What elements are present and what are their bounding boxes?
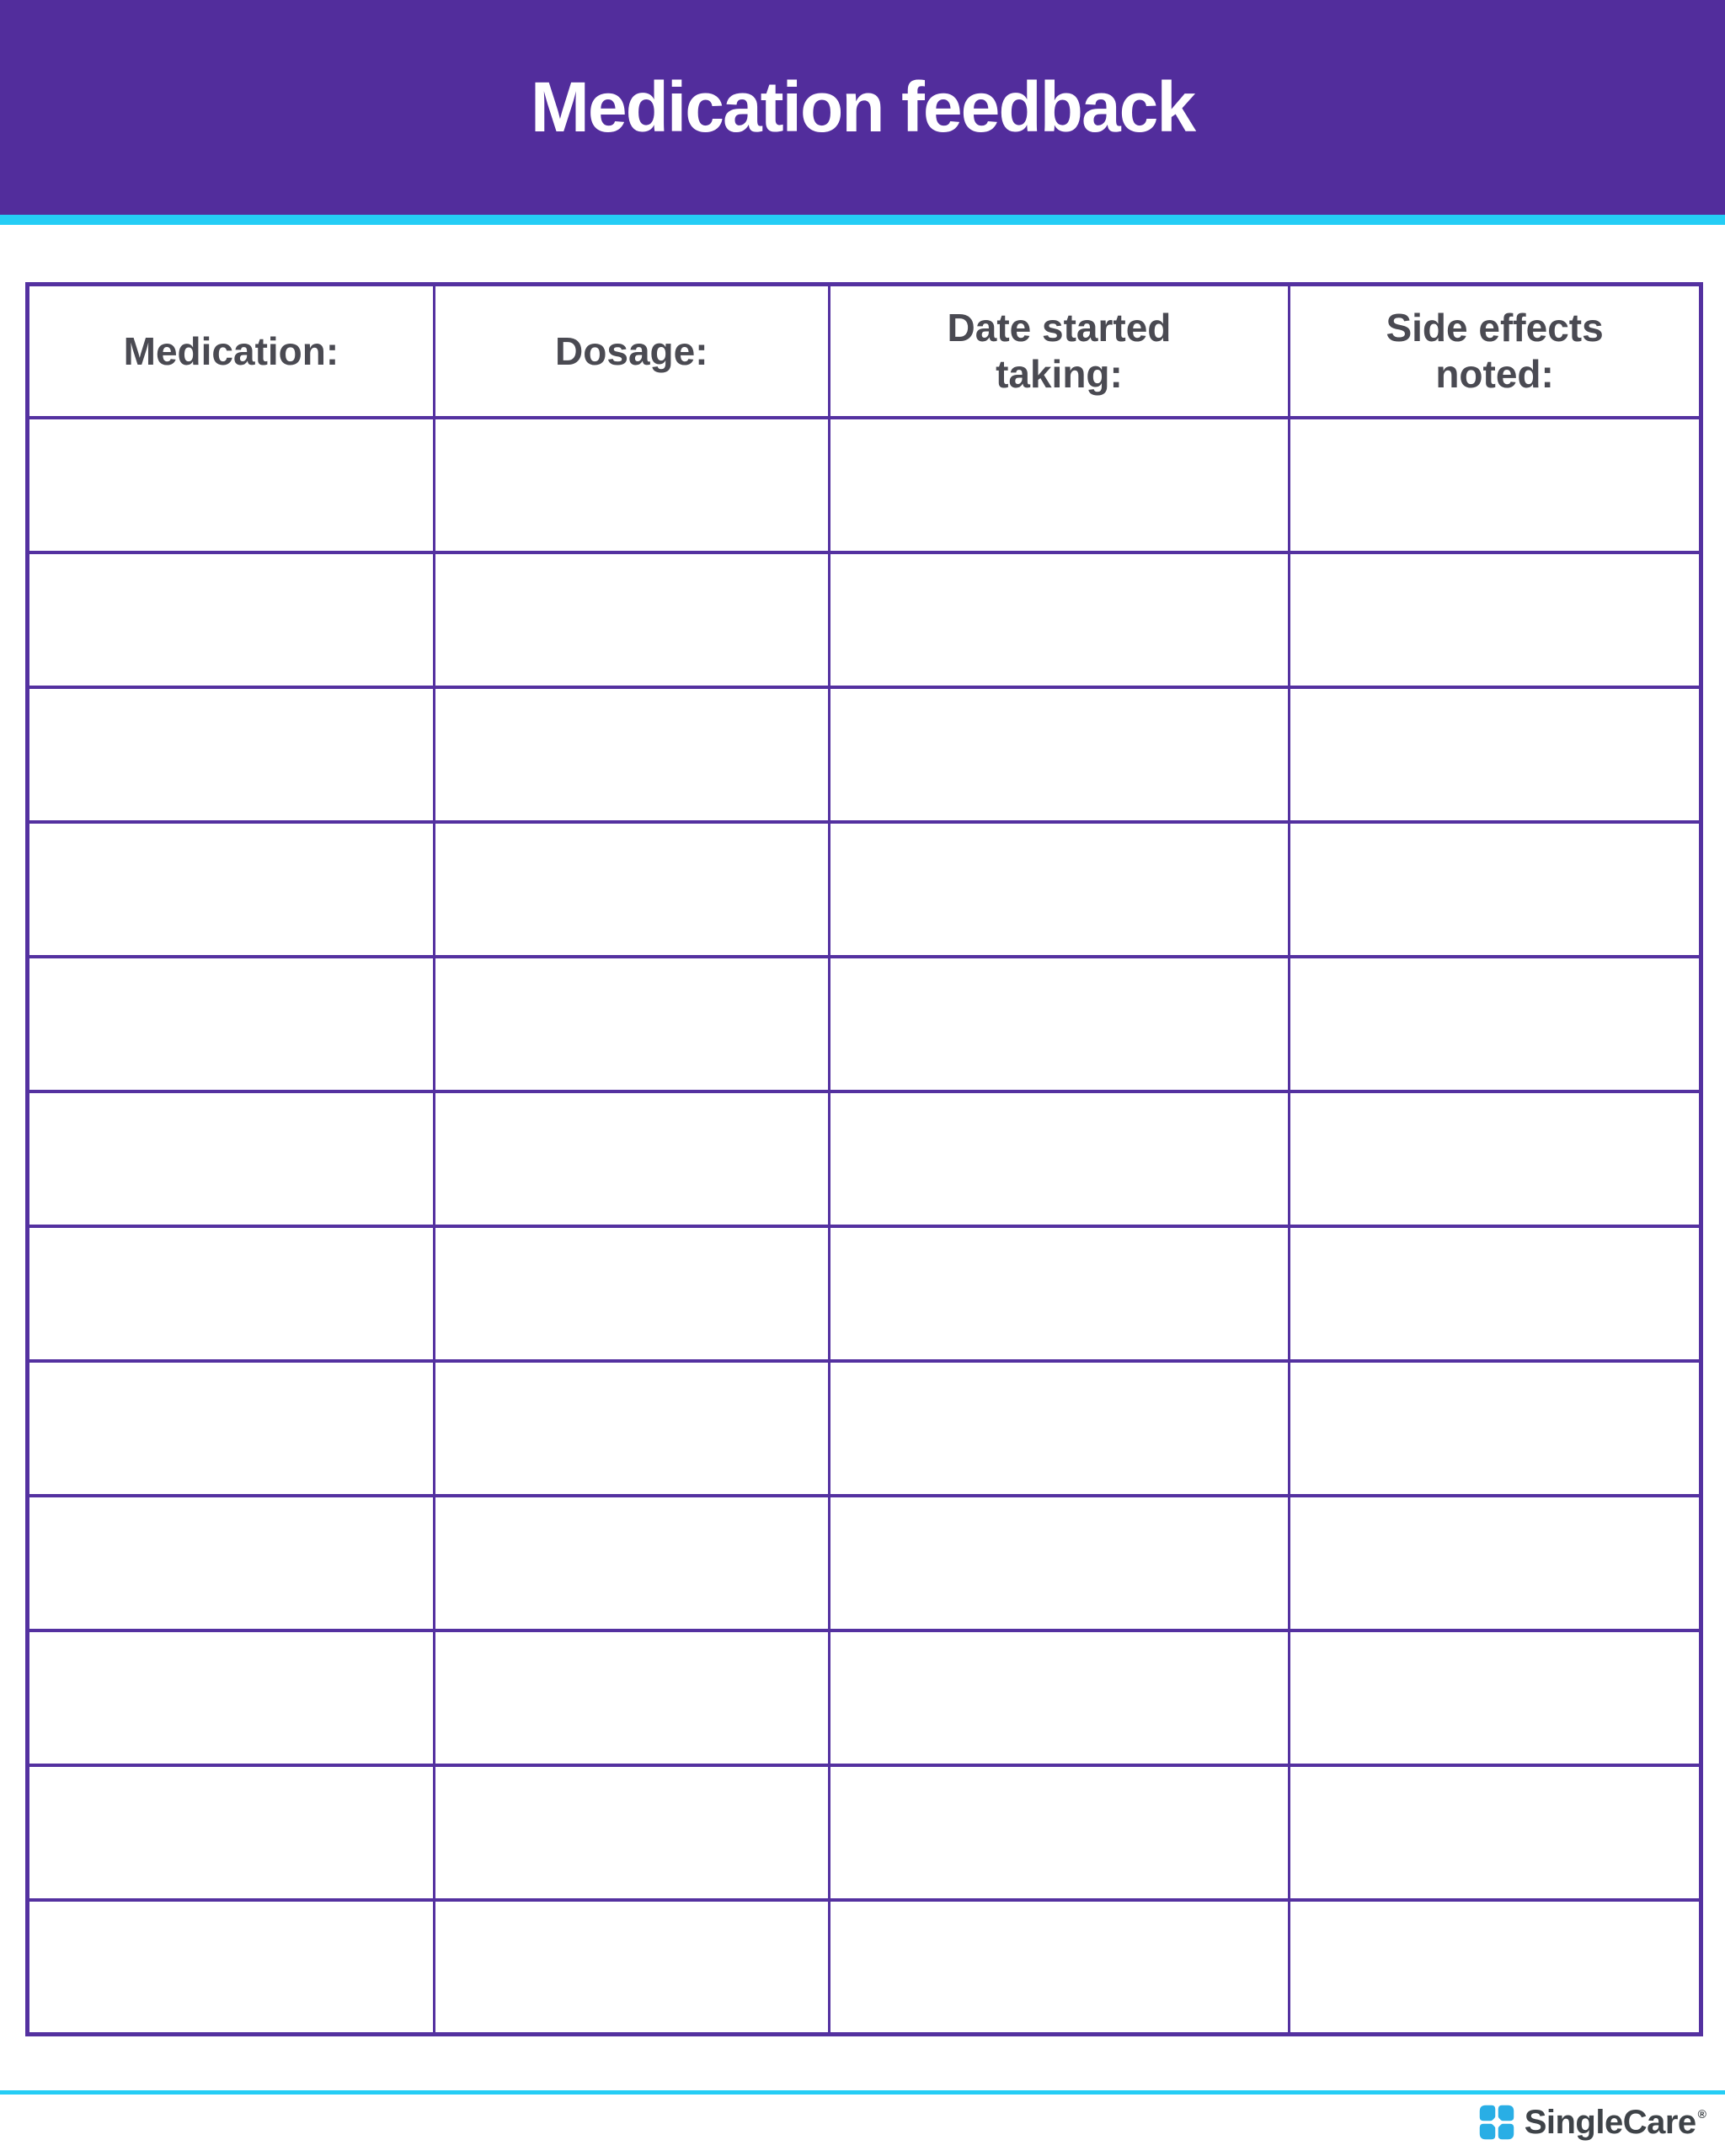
table-row	[28, 1630, 1701, 1765]
table-cell-empty[interactable]	[829, 1630, 1289, 1765]
table-cell-empty[interactable]	[829, 1091, 1289, 1226]
table-cell-empty[interactable]	[829, 1765, 1289, 1900]
table-cell-empty[interactable]	[28, 1900, 435, 2035]
table-cell-empty[interactable]	[28, 418, 435, 552]
table-cell-empty[interactable]	[28, 1226, 435, 1361]
table-row	[28, 1226, 1701, 1361]
table-cell-empty[interactable]	[28, 1630, 435, 1765]
table-row	[28, 552, 1701, 687]
table-cell-empty[interactable]	[829, 957, 1289, 1091]
table-cell-empty[interactable]	[434, 687, 829, 822]
brand-name: SingleCare	[1524, 2104, 1696, 2141]
table-cell-empty[interactable]	[28, 552, 435, 687]
table-cell-empty[interactable]	[434, 1091, 829, 1226]
table-cell-empty[interactable]	[1290, 1226, 1701, 1361]
column-header-dosage: Dosage:	[434, 285, 829, 418]
table-row	[28, 1091, 1701, 1226]
table-cell-empty[interactable]	[1290, 1900, 1701, 2035]
table-cell-empty[interactable]	[434, 1226, 829, 1361]
table-cell-empty[interactable]	[28, 1496, 435, 1630]
registered-trademark-symbol: ®	[1697, 2107, 1706, 2121]
table-cell-empty[interactable]	[28, 1765, 435, 1900]
table-header	[28, 285, 1701, 418]
table-row	[28, 1765, 1701, 1900]
column-header-date-started-taking: Date started taking:	[829, 285, 1289, 418]
header-banner	[0, 0, 1725, 215]
table-cell-empty[interactable]	[28, 687, 435, 822]
table-cell-empty[interactable]	[434, 957, 829, 1091]
table-cell-empty[interactable]	[28, 822, 435, 957]
table-cell-empty[interactable]	[28, 957, 435, 1091]
table-cell-empty[interactable]	[434, 822, 829, 957]
table-cell-empty[interactable]	[1290, 957, 1701, 1091]
table-cell-empty[interactable]	[829, 1226, 1289, 1361]
table-header-row	[28, 285, 1701, 418]
table-cell-empty[interactable]	[1290, 1496, 1701, 1630]
table-cell-empty[interactable]	[28, 1361, 435, 1496]
table-cell-empty[interactable]	[1290, 1361, 1701, 1496]
table-body	[28, 418, 1701, 2035]
table-cell-empty[interactable]	[829, 822, 1289, 957]
table-row	[28, 957, 1701, 1091]
page-title: Medication feedback	[530, 67, 1195, 147]
table-cell-empty[interactable]	[434, 1361, 829, 1496]
singlecare-clover-icon	[1478, 2104, 1515, 2141]
table-cell-empty[interactable]	[434, 1765, 829, 1900]
table-cell-empty[interactable]	[28, 1091, 435, 1226]
table-row	[28, 822, 1701, 957]
table-row	[28, 1900, 1701, 2035]
header-accent-stripe	[0, 215, 1725, 225]
table-row	[28, 1496, 1701, 1630]
table-cell-empty[interactable]	[829, 687, 1289, 822]
table-cell-empty[interactable]	[829, 1361, 1289, 1496]
table-cell-empty[interactable]	[1290, 1091, 1701, 1226]
table-cell-empty[interactable]	[1290, 552, 1701, 687]
table-cell-empty[interactable]	[434, 1496, 829, 1630]
table-row	[28, 687, 1701, 822]
table-cell-empty[interactable]	[829, 1496, 1289, 1630]
column-header-side-effects-noted: Side effects noted:	[1290, 285, 1701, 418]
table-cell-empty[interactable]	[829, 552, 1289, 687]
medication-table	[25, 282, 1703, 2036]
footer-divider	[0, 2090, 1725, 2095]
singlecare-logo	[1478, 2104, 1706, 2141]
table-cell-empty[interactable]	[829, 418, 1289, 552]
table-row	[28, 418, 1701, 552]
table-cell-empty[interactable]	[1290, 822, 1701, 957]
table-cell-empty[interactable]	[434, 1630, 829, 1765]
table-row	[28, 1361, 1701, 1496]
table-cell-empty[interactable]	[1290, 418, 1701, 552]
column-header-medication: Medication:	[28, 285, 435, 418]
table-cell-empty[interactable]	[434, 418, 829, 552]
table-cell-empty[interactable]	[434, 552, 829, 687]
table-cell-empty[interactable]	[1290, 1630, 1701, 1765]
table-cell-empty[interactable]	[1290, 687, 1701, 822]
table-cell-empty[interactable]	[829, 1900, 1289, 2035]
table-cell-empty[interactable]	[1290, 1765, 1701, 1900]
table-cell-empty[interactable]	[434, 1900, 829, 2035]
